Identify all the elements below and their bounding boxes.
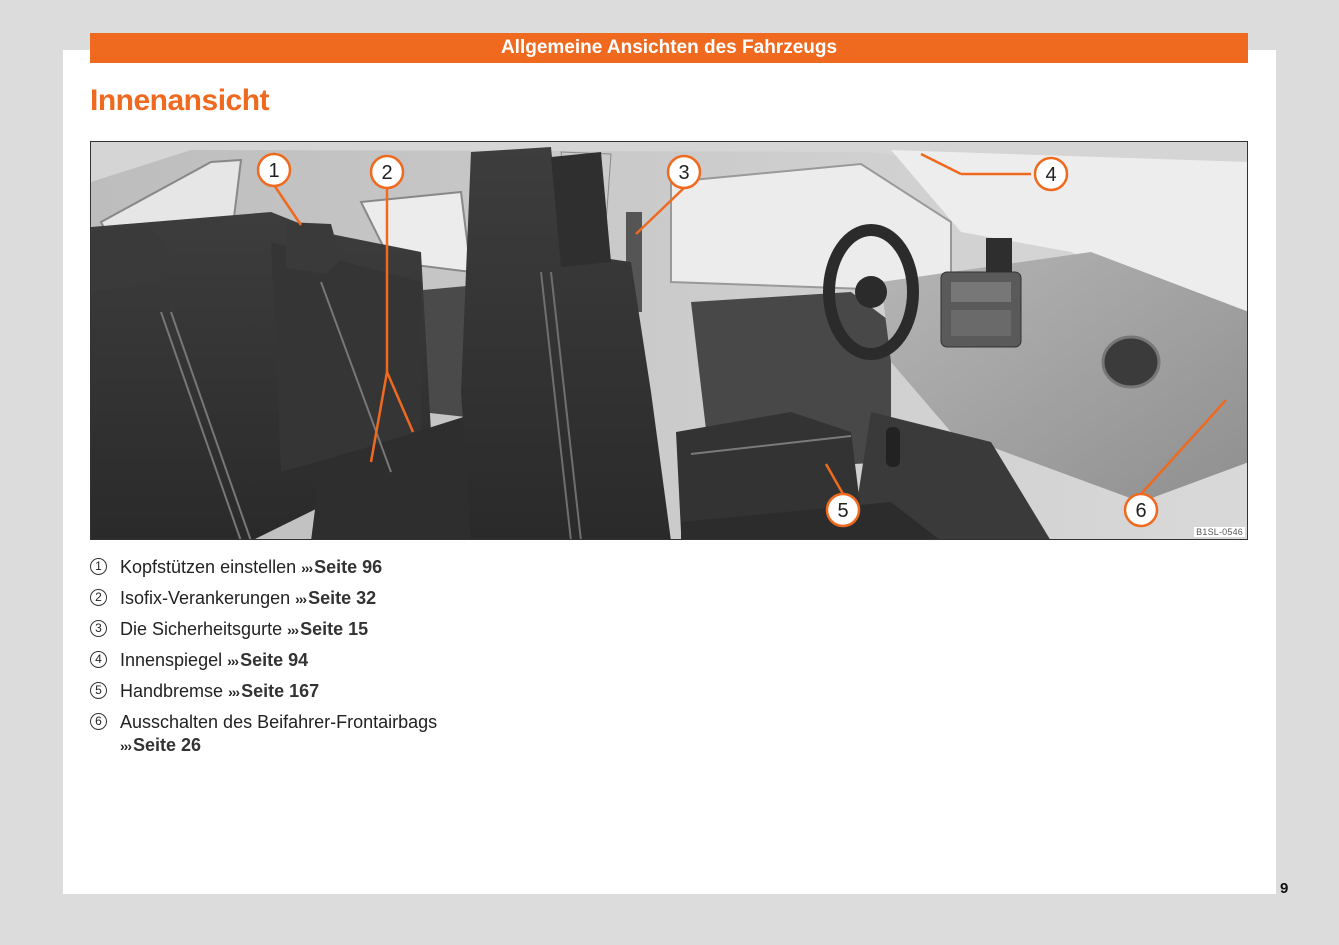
interior-illustration	[91, 142, 1248, 540]
legend-number: 3	[90, 620, 107, 637]
legend-item	[90, 680, 437, 704]
svg-text:4: 4	[1045, 164, 1057, 186]
legend-list	[90, 556, 437, 765]
legend-text: Isofix-Verankerungen ››› Seite 32	[120, 588, 377, 608]
legend-item	[90, 649, 437, 673]
callout-3	[668, 156, 700, 188]
legend-item	[90, 711, 437, 758]
legend-item	[90, 556, 437, 580]
legend-text: Handbremse ››› Seite 167	[120, 681, 320, 701]
callout-6	[1125, 494, 1157, 526]
svg-text:1: 1	[268, 160, 280, 182]
page-reference-link[interactable]: Seite 96	[314, 557, 383, 577]
legend-number: 5	[90, 682, 107, 699]
legend-text: Ausschalten des Beifahrer-Frontairbags ››› Seite 26	[120, 712, 438, 755]
legend-item	[90, 587, 437, 611]
svg-text:5: 5	[837, 500, 849, 522]
legend-item	[90, 618, 437, 642]
callout-4	[1035, 158, 1067, 190]
interior-figure	[90, 141, 1248, 540]
legend-number: 6	[90, 713, 107, 730]
page-title: Innenansicht	[90, 84, 270, 117]
legend-text: Kopfstützen einstellen ››› Seite 96	[120, 557, 383, 577]
legend-number: 1	[90, 558, 107, 575]
page-number: 9	[1280, 880, 1289, 897]
figure-code: B1SL-0546	[1196, 527, 1243, 537]
svg-text:6: 6	[1135, 500, 1147, 522]
legend-number: 4	[90, 651, 107, 668]
legend-text: Innenspiegel ››› Seite 94	[120, 650, 309, 670]
section-header: Allgemeine Ansichten des Fahrzeugs	[90, 33, 1248, 63]
page-reference-link[interactable]: Seite 15	[300, 619, 369, 639]
page-reference-link[interactable]: Seite 94	[240, 650, 309, 670]
svg-text:3: 3	[678, 162, 690, 184]
page-reference-link[interactable]: Seite 32	[308, 588, 377, 608]
svg-text:2: 2	[381, 162, 393, 184]
page-reference-link[interactable]: Seite 26	[133, 735, 202, 755]
legend-text: Die Sicherheitsgurte ››› Seite 15	[120, 619, 369, 639]
legend-number: 2	[90, 589, 107, 606]
page-reference-link[interactable]: Seite 167	[241, 681, 320, 701]
callout-5	[827, 494, 859, 526]
callout-1	[258, 154, 290, 186]
callout-2	[371, 156, 403, 188]
